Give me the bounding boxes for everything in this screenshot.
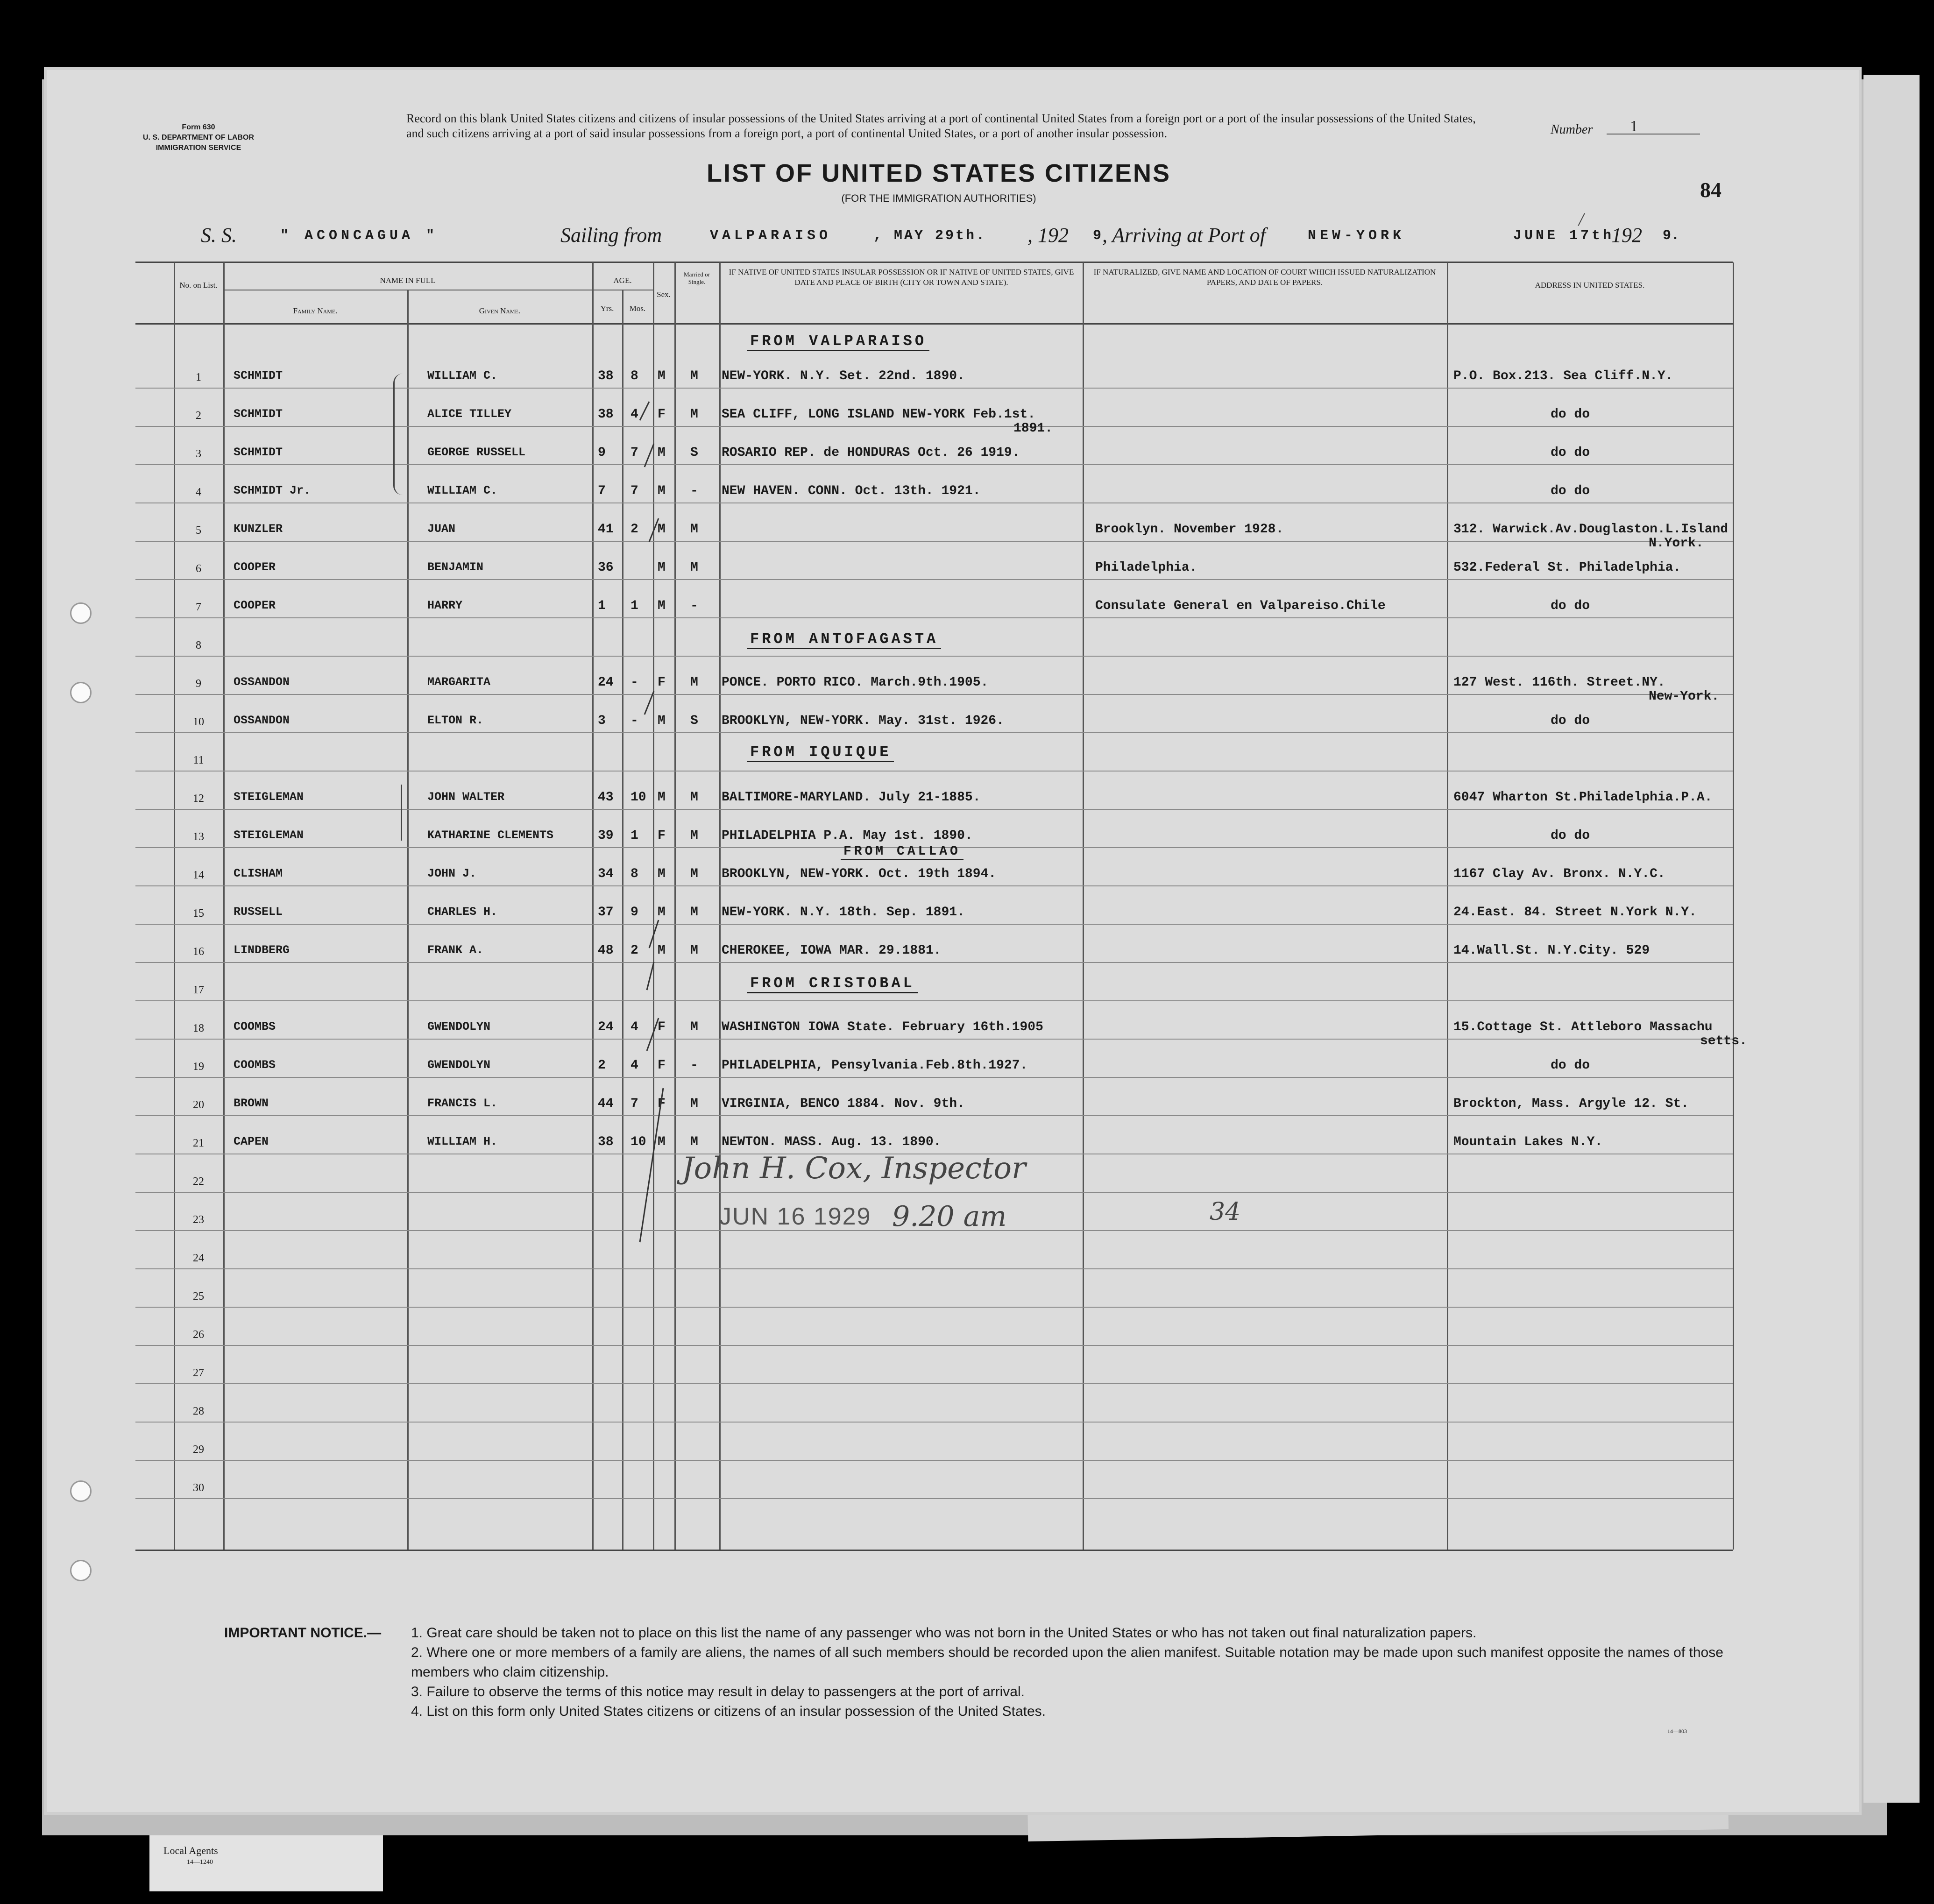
col-header-no: No. on List. <box>179 281 218 290</box>
line-number: 4 <box>196 486 201 498</box>
row-rule <box>135 656 1733 657</box>
line-number: 8 <box>196 639 201 651</box>
sex: M <box>658 714 666 728</box>
column-rule <box>174 262 175 1550</box>
age-months: 7 <box>630 1097 638 1111</box>
birth-place-date: PHILADELPHIA, Pensylvania.Feb.8th.1927. <box>722 1058 1028 1073</box>
given-name: JOHN J. <box>427 867 477 880</box>
age-months: - <box>630 714 638 728</box>
sex: M <box>658 446 666 460</box>
line-number: 16 <box>193 946 204 958</box>
row-rule <box>135 809 1733 810</box>
birth-place-date: NEW HAVEN. CONN. Oct. 13th. 1921. <box>722 484 981 498</box>
column-rule <box>1733 262 1734 1550</box>
address: do do <box>1551 1058 1590 1073</box>
age-years: 48 <box>598 943 614 958</box>
line-number: 27 <box>193 1367 204 1379</box>
given-name: WILLIAM C. <box>427 484 498 497</box>
given-name: JOHN WALTER <box>427 790 505 804</box>
line-number: 19 <box>193 1061 204 1073</box>
line-number: 29 <box>193 1444 204 1456</box>
footer-code: 14—1240 <box>187 1859 213 1866</box>
family-name: COOPER <box>234 599 276 612</box>
marital-status: M <box>690 407 698 422</box>
marital-status: - <box>690 484 698 498</box>
row-rule <box>135 388 1733 389</box>
notice-form-code: 14—803 <box>1667 1728 1687 1734</box>
col-header-mos: Mos. <box>629 304 646 313</box>
sex: F <box>658 828 666 843</box>
family-name: SCHMIDT <box>234 407 283 421</box>
notice-item: 1. Great care should be taken not to place on this list the name of any passenger who was not born in the United States or who has not taken out final naturalization papers. <box>411 1625 1477 1641</box>
section-heading: FROM CRISTOBAL <box>747 975 918 993</box>
family-name: SCHMIDT <box>234 446 283 459</box>
sex: F <box>658 1020 666 1034</box>
row-rule <box>135 541 1733 542</box>
table-bottom-rule <box>135 1550 1733 1551</box>
row-rule <box>135 1268 1733 1269</box>
family-bracket <box>393 374 404 495</box>
row-rule <box>135 1460 1733 1461</box>
count-note: 34 <box>1210 1198 1241 1226</box>
line-number: 25 <box>193 1290 204 1302</box>
marital-status: M <box>690 369 698 383</box>
age-months: 4 <box>630 1058 638 1073</box>
given-name: GEORGE RUSSELL <box>427 446 526 459</box>
birth-place-date: SEA CLIFF, LONG ISLAND NEW-YORK Feb.1st. <box>722 407 1036 422</box>
notice-items <box>411 1623 1756 1721</box>
row-rule <box>135 962 1733 963</box>
age-months: 10 <box>630 1135 646 1149</box>
given-name: WILLIAM C. <box>427 369 498 382</box>
birth-place-date: BROOKLYN, NEW-YORK. Oct. 19th 1894. <box>722 867 997 881</box>
line-number: 12 <box>193 793 204 805</box>
age-years: 24 <box>598 1020 614 1034</box>
given-name: GWENDOLYN <box>427 1058 491 1072</box>
row-rule <box>135 1000 1733 1001</box>
sex: F <box>658 1058 666 1073</box>
line-number: 22 <box>193 1175 204 1188</box>
line-number: 1 <box>196 371 201 383</box>
marital-status: - <box>690 1058 698 1073</box>
line-number: 10 <box>193 716 204 728</box>
arrival-port: NEW-YORK <box>1308 228 1405 244</box>
punch-hole <box>70 602 92 624</box>
row-rule <box>135 426 1733 427</box>
col-header-given: Given Name. <box>479 306 521 315</box>
table-top-rule <box>135 262 1733 263</box>
address: P.O. Box.213. Sea Cliff.N.Y. <box>1453 369 1673 383</box>
ss-label: S. S. <box>201 224 237 247</box>
family-name: OSSANDON <box>234 675 290 689</box>
family-name: STEIGLEMAN <box>234 828 304 842</box>
date-stamp: JUN 16 1929 <box>719 1203 871 1230</box>
column-rule <box>407 290 409 1550</box>
family-name: BROWN <box>234 1097 269 1110</box>
punch-hole <box>70 682 92 703</box>
address: do do <box>1551 828 1590 843</box>
column-rule <box>592 262 594 1550</box>
line-number: 24 <box>193 1252 204 1264</box>
age-years: 37 <box>598 905 614 920</box>
section-heading: FROM VALPARAISO <box>747 333 929 351</box>
birth-place-date: PONCE. PORTO RICO. March.9th.1905. <box>722 675 989 690</box>
row-rule <box>135 885 1733 886</box>
arrival-date: JUNE 17th <box>1513 228 1615 244</box>
address-continued: N.York. <box>1649 536 1704 551</box>
col-header-name: NAME IN FULL <box>380 276 436 285</box>
family-name: COOPER <box>234 560 276 574</box>
family-name: STEIGLEMAN <box>234 790 304 804</box>
line-number: 9 <box>196 678 201 690</box>
address: do do <box>1551 599 1590 613</box>
arriving-label: , Arriving at Port of <box>1102 224 1266 247</box>
notice-item: 3. Failure to observe the terms of this notice may result in delay to passengers at the port of arrival. <box>411 1684 1025 1699</box>
form-instructions: Record on this blank United States citizens and citizens of insular possessions of the United States arriving at a port of continental United States from a foreign port or a port of the insular possessions of the United States, and such citizens arriving at a port of said insular possessions from a foreign port, a port of continental United States, or a port of another insular possession. <box>406 112 1476 140</box>
marital-status: M <box>690 1020 698 1034</box>
row-rule <box>135 579 1733 580</box>
address-continued: setts. <box>1700 1034 1747 1048</box>
sex: F <box>658 675 666 690</box>
birth-place-date: NEWTON. MASS. Aug. 13. 1890. <box>722 1135 942 1149</box>
punch-hole <box>70 1560 92 1581</box>
row-rule <box>135 1077 1733 1078</box>
age-years: 43 <box>598 790 614 805</box>
line-number: 26 <box>193 1329 204 1341</box>
address-continued: New-York. <box>1649 689 1720 704</box>
age-months: 2 <box>630 522 638 537</box>
birth-place-date: VIRGINIA, BENCO 1884. Nov. 9th. <box>722 1097 965 1111</box>
row-rule <box>135 694 1733 695</box>
sex: M <box>658 599 666 613</box>
section-heading: FROM CALLAO <box>841 844 963 860</box>
notice-item: 4. List on this form only United States citizens or citizens of an insular possession of the United States. <box>411 1704 1046 1719</box>
address: Mountain Lakes N.Y. <box>1453 1135 1603 1149</box>
line-number: 23 <box>193 1214 204 1226</box>
address: do do <box>1551 407 1590 422</box>
naturalization: Brooklyn. November 1928. <box>1095 522 1284 537</box>
marital-status: M <box>690 867 698 881</box>
birth-place-date: BALTIMORE-MARYLAND. July 21-1885. <box>722 790 981 805</box>
given-name: CHARLES H. <box>427 905 498 919</box>
birth-place-date-continued: 1891. <box>1013 421 1053 436</box>
page-subtitle: (FOR THE IMMIGRATION AUTHORITIES) <box>841 192 1036 204</box>
row-rule <box>135 771 1733 772</box>
row-rule <box>135 1498 1733 1499</box>
line-number: 15 <box>193 907 204 920</box>
row-rule <box>135 617 1733 618</box>
address: 532.Federal St. Philadelphia. <box>1453 560 1681 575</box>
row-rule <box>135 732 1733 733</box>
family-name: LINDBERG <box>234 943 290 957</box>
birth-place-date: WASHINGTON IOWA State. February 16th.1905 <box>722 1020 1043 1034</box>
row-rule <box>135 1422 1733 1423</box>
sex: M <box>658 1135 666 1149</box>
given-name: BENJAMIN <box>427 560 484 574</box>
row-rule <box>135 1039 1733 1040</box>
marital-status: M <box>690 1097 698 1111</box>
col-header-birth: IF NATIVE OF UNITED STATES INSULAR POSSESSION OR IF NATIVE OF UNITED STATES, GIVE DATE AND PLACE OF BIRTH (CITY OR TOWN AND STATE). <box>729 268 1074 287</box>
row-rule <box>135 1115 1733 1116</box>
marital-status: - <box>690 599 698 613</box>
col-header-address: ADDRESS IN UNITED STATES. <box>1535 281 1645 290</box>
sex: M <box>658 484 666 498</box>
sex: F <box>658 407 666 422</box>
row-rule <box>135 1307 1733 1308</box>
birth-place-date: BROOKLYN, NEW-YORK. May. 31st. 1926. <box>722 714 1004 728</box>
marital-status: S <box>690 446 698 460</box>
departure-year-digit: 9 <box>1093 228 1102 244</box>
col-header-sex: Sex. <box>657 290 671 299</box>
age-months: 4 <box>630 407 638 422</box>
line-number: 11 <box>193 754 204 766</box>
marital-status: M <box>690 943 698 958</box>
department-name: U. S. DEPARTMENT OF LABOR <box>143 134 254 142</box>
number-label: Number <box>1551 122 1593 137</box>
col-header-naturalized: IF NATURALIZED, GIVE NAME AND LOCATION OF COURT WHICH ISSUED NATURALIZATION PAPERS, AND DATE OF PAPERS. <box>1093 268 1436 287</box>
page-number: 84 <box>1700 178 1721 202</box>
marital-status: M <box>690 1135 698 1149</box>
form-identifier <box>121 122 276 153</box>
departure-port: VALPARAISO <box>710 228 832 244</box>
sex: M <box>658 905 666 920</box>
age-years: 9 <box>598 446 606 460</box>
footer-slip <box>149 1835 383 1891</box>
age-years: 38 <box>598 407 614 422</box>
age-years: 24 <box>598 675 614 690</box>
tally-marks <box>635 374 691 1261</box>
line-number: 6 <box>196 563 201 575</box>
line-number: 30 <box>193 1482 204 1494</box>
arrival-year-digit: 9. <box>1663 228 1680 244</box>
age-years: 34 <box>598 867 614 881</box>
number-value: 1 <box>1630 118 1638 135</box>
punch-hole <box>70 1480 92 1502</box>
address: Brockton, Mass. Argyle 12. St. <box>1453 1097 1689 1111</box>
notice-item: 2. Where one or more members of a family are aliens, the names of all such members should be recorded upon the alien manifest. Suitable notation may be made upon such manifest opposite the names of those members who claim citizenship. <box>411 1645 1723 1680</box>
address: 6047 Wharton St.Philadelphia.P.A. <box>1453 790 1713 805</box>
address: do do <box>1551 484 1590 498</box>
family-name: KUNZLER <box>234 522 283 536</box>
column-rule <box>1083 262 1084 1550</box>
given-name: HARRY <box>427 599 463 612</box>
time-note: 9.20 am <box>892 1200 1007 1233</box>
age-years: 38 <box>598 1135 614 1149</box>
given-name: FRANK A. <box>427 943 484 957</box>
notice-label: IMPORTANT NOTICE.— <box>224 1625 382 1641</box>
age-years: 41 <box>598 522 614 537</box>
local-agents-label: Local Agents <box>163 1845 218 1856</box>
family-name: COOMBS <box>234 1058 276 1072</box>
address: do do <box>1551 446 1590 460</box>
marital-status: M <box>690 560 698 575</box>
age-months: 7 <box>630 446 638 460</box>
age-months: 4 <box>630 1020 638 1034</box>
age-months: 8 <box>630 867 638 881</box>
birth-place-date: NEW-YORK. N.Y. 18th. Sep. 1891. <box>722 905 965 920</box>
birth-place-date: ROSARIO REP. de HONDURAS Oct. 26 1919. <box>722 446 1020 460</box>
address: 14.Wall.St. N.Y.City. 529 <box>1453 943 1650 958</box>
line-number: 28 <box>193 1405 204 1417</box>
line-number: 7 <box>196 601 201 613</box>
age-years: 2 <box>598 1058 606 1073</box>
age-months: 9 <box>630 905 638 920</box>
birth-place-date: NEW-YORK. N.Y. Set. 22nd. 1890. <box>722 369 965 383</box>
page-title: LIST OF UNITED STATES CITIZENS <box>707 159 1171 187</box>
col-header-family: Family Name. <box>293 306 338 315</box>
table-header-rule <box>135 323 1733 325</box>
naturalization: Consulate General en Valpareiso.Chile <box>1095 599 1386 613</box>
column-rule <box>719 262 721 1550</box>
page-edge <box>1863 75 1920 1803</box>
col-header-married: Married or Single. <box>684 271 710 285</box>
given-name: WILLIAM H. <box>427 1135 498 1148</box>
service-name: IMMIGRATION SERVICE <box>156 144 241 152</box>
family-name: COOMBS <box>234 1020 276 1033</box>
address: 15.Cottage St. Attleboro Massachu <box>1453 1020 1713 1034</box>
row-rule <box>135 924 1733 925</box>
date-correction-mark: / <box>1579 209 1584 230</box>
ship-name: " ACONCAGUA " <box>280 228 439 244</box>
row-rule <box>135 1345 1733 1346</box>
marital-status: M <box>690 522 698 537</box>
column-rule <box>1447 262 1448 1550</box>
line-number: 20 <box>193 1099 204 1111</box>
column-rule <box>223 262 225 1550</box>
age-months: 8 <box>630 369 638 383</box>
sex: M <box>658 560 666 575</box>
family-name: RUSSELL <box>234 905 283 919</box>
column-rule <box>622 290 623 1550</box>
given-name: ELTON R. <box>427 714 484 727</box>
family-name: CLISHAM <box>234 867 283 880</box>
section-heading: FROM ANTOFAGASTA <box>747 630 941 649</box>
row-rule <box>135 464 1733 465</box>
marital-status: S <box>690 714 698 728</box>
age-years: 36 <box>598 560 614 575</box>
family-name: CAPEN <box>234 1135 269 1148</box>
given-name: ALICE TILLEY <box>427 407 512 421</box>
birth-place-date: CHEROKEE, IOWA MAR. 29.1881. <box>722 943 942 958</box>
address: 127 West. 116th. Street.NY. <box>1453 675 1665 690</box>
family-name: SCHMIDT Jr. <box>234 484 311 497</box>
form-number: Form 630 <box>182 123 215 131</box>
line-number: 3 <box>196 448 201 460</box>
family-name: SCHMIDT <box>234 369 283 382</box>
row-rule <box>135 1192 1733 1193</box>
address: do do <box>1551 714 1590 728</box>
line-number: 21 <box>193 1137 204 1149</box>
line-number: 2 <box>196 410 201 422</box>
age-months: 1 <box>630 828 638 843</box>
address: 24.East. 84. Street N.York N.Y. <box>1453 905 1697 920</box>
section-heading: FROM IQUIQUE <box>747 743 894 762</box>
address: 312. Warwick.Av.Douglaston.L.Island <box>1453 522 1729 537</box>
line-number: 17 <box>193 984 204 996</box>
age-months: 1 <box>630 599 638 613</box>
sex: M <box>658 369 666 383</box>
given-name: GWENDOLYN <box>427 1020 491 1033</box>
birth-place-date: PHILADELPHIA P.A. May 1st. 1890. <box>722 828 973 843</box>
sex: M <box>658 943 666 958</box>
age-months: - <box>630 675 638 690</box>
departure-year-prefix: , 192 <box>1027 224 1069 247</box>
age-years: 1 <box>598 599 606 613</box>
given-name: KATHARINE CLEMENTS <box>427 828 554 842</box>
age-months: 2 <box>630 943 638 958</box>
marital-status: M <box>690 905 698 920</box>
age-years: 38 <box>598 369 614 383</box>
age-years: 44 <box>598 1097 614 1111</box>
given-name: FRANCIS L. <box>427 1097 498 1110</box>
marital-status: M <box>690 675 698 690</box>
address: 1167 Clay Av. Bronx. N.Y.C. <box>1453 867 1665 881</box>
sex: F <box>658 1097 666 1111</box>
sailing-label: Sailing from <box>560 224 662 247</box>
col-header-age: AGE. <box>613 276 632 285</box>
line-number: 5 <box>196 524 201 537</box>
line-number: 14 <box>193 869 204 881</box>
age-months: 7 <box>630 484 638 498</box>
age-months: 10 <box>630 790 646 805</box>
age-years: 39 <box>598 828 614 843</box>
line-number: 13 <box>193 831 204 843</box>
col-header-yrs: Yrs. <box>600 304 614 313</box>
family-bracket <box>401 785 402 841</box>
departure-date: , MAY 29th. <box>873 228 987 244</box>
sex: M <box>658 790 666 805</box>
sex: M <box>658 522 666 537</box>
given-name: MARGARITA <box>427 675 491 689</box>
given-name: JUAN <box>427 522 456 536</box>
line-number: 18 <box>193 1022 204 1034</box>
row-rule <box>135 1383 1733 1384</box>
arrival-year-prefix: 192 <box>1611 224 1642 247</box>
family-name: OSSANDON <box>234 714 290 727</box>
inspector-signature: John H. Cox, Inspector <box>682 1151 1026 1186</box>
naturalization: Philadelphia. <box>1095 560 1197 575</box>
marital-status: M <box>690 790 698 805</box>
sex: M <box>658 867 666 881</box>
age-years: 3 <box>598 714 606 728</box>
marital-status: M <box>690 828 698 843</box>
age-years: 7 <box>598 484 606 498</box>
